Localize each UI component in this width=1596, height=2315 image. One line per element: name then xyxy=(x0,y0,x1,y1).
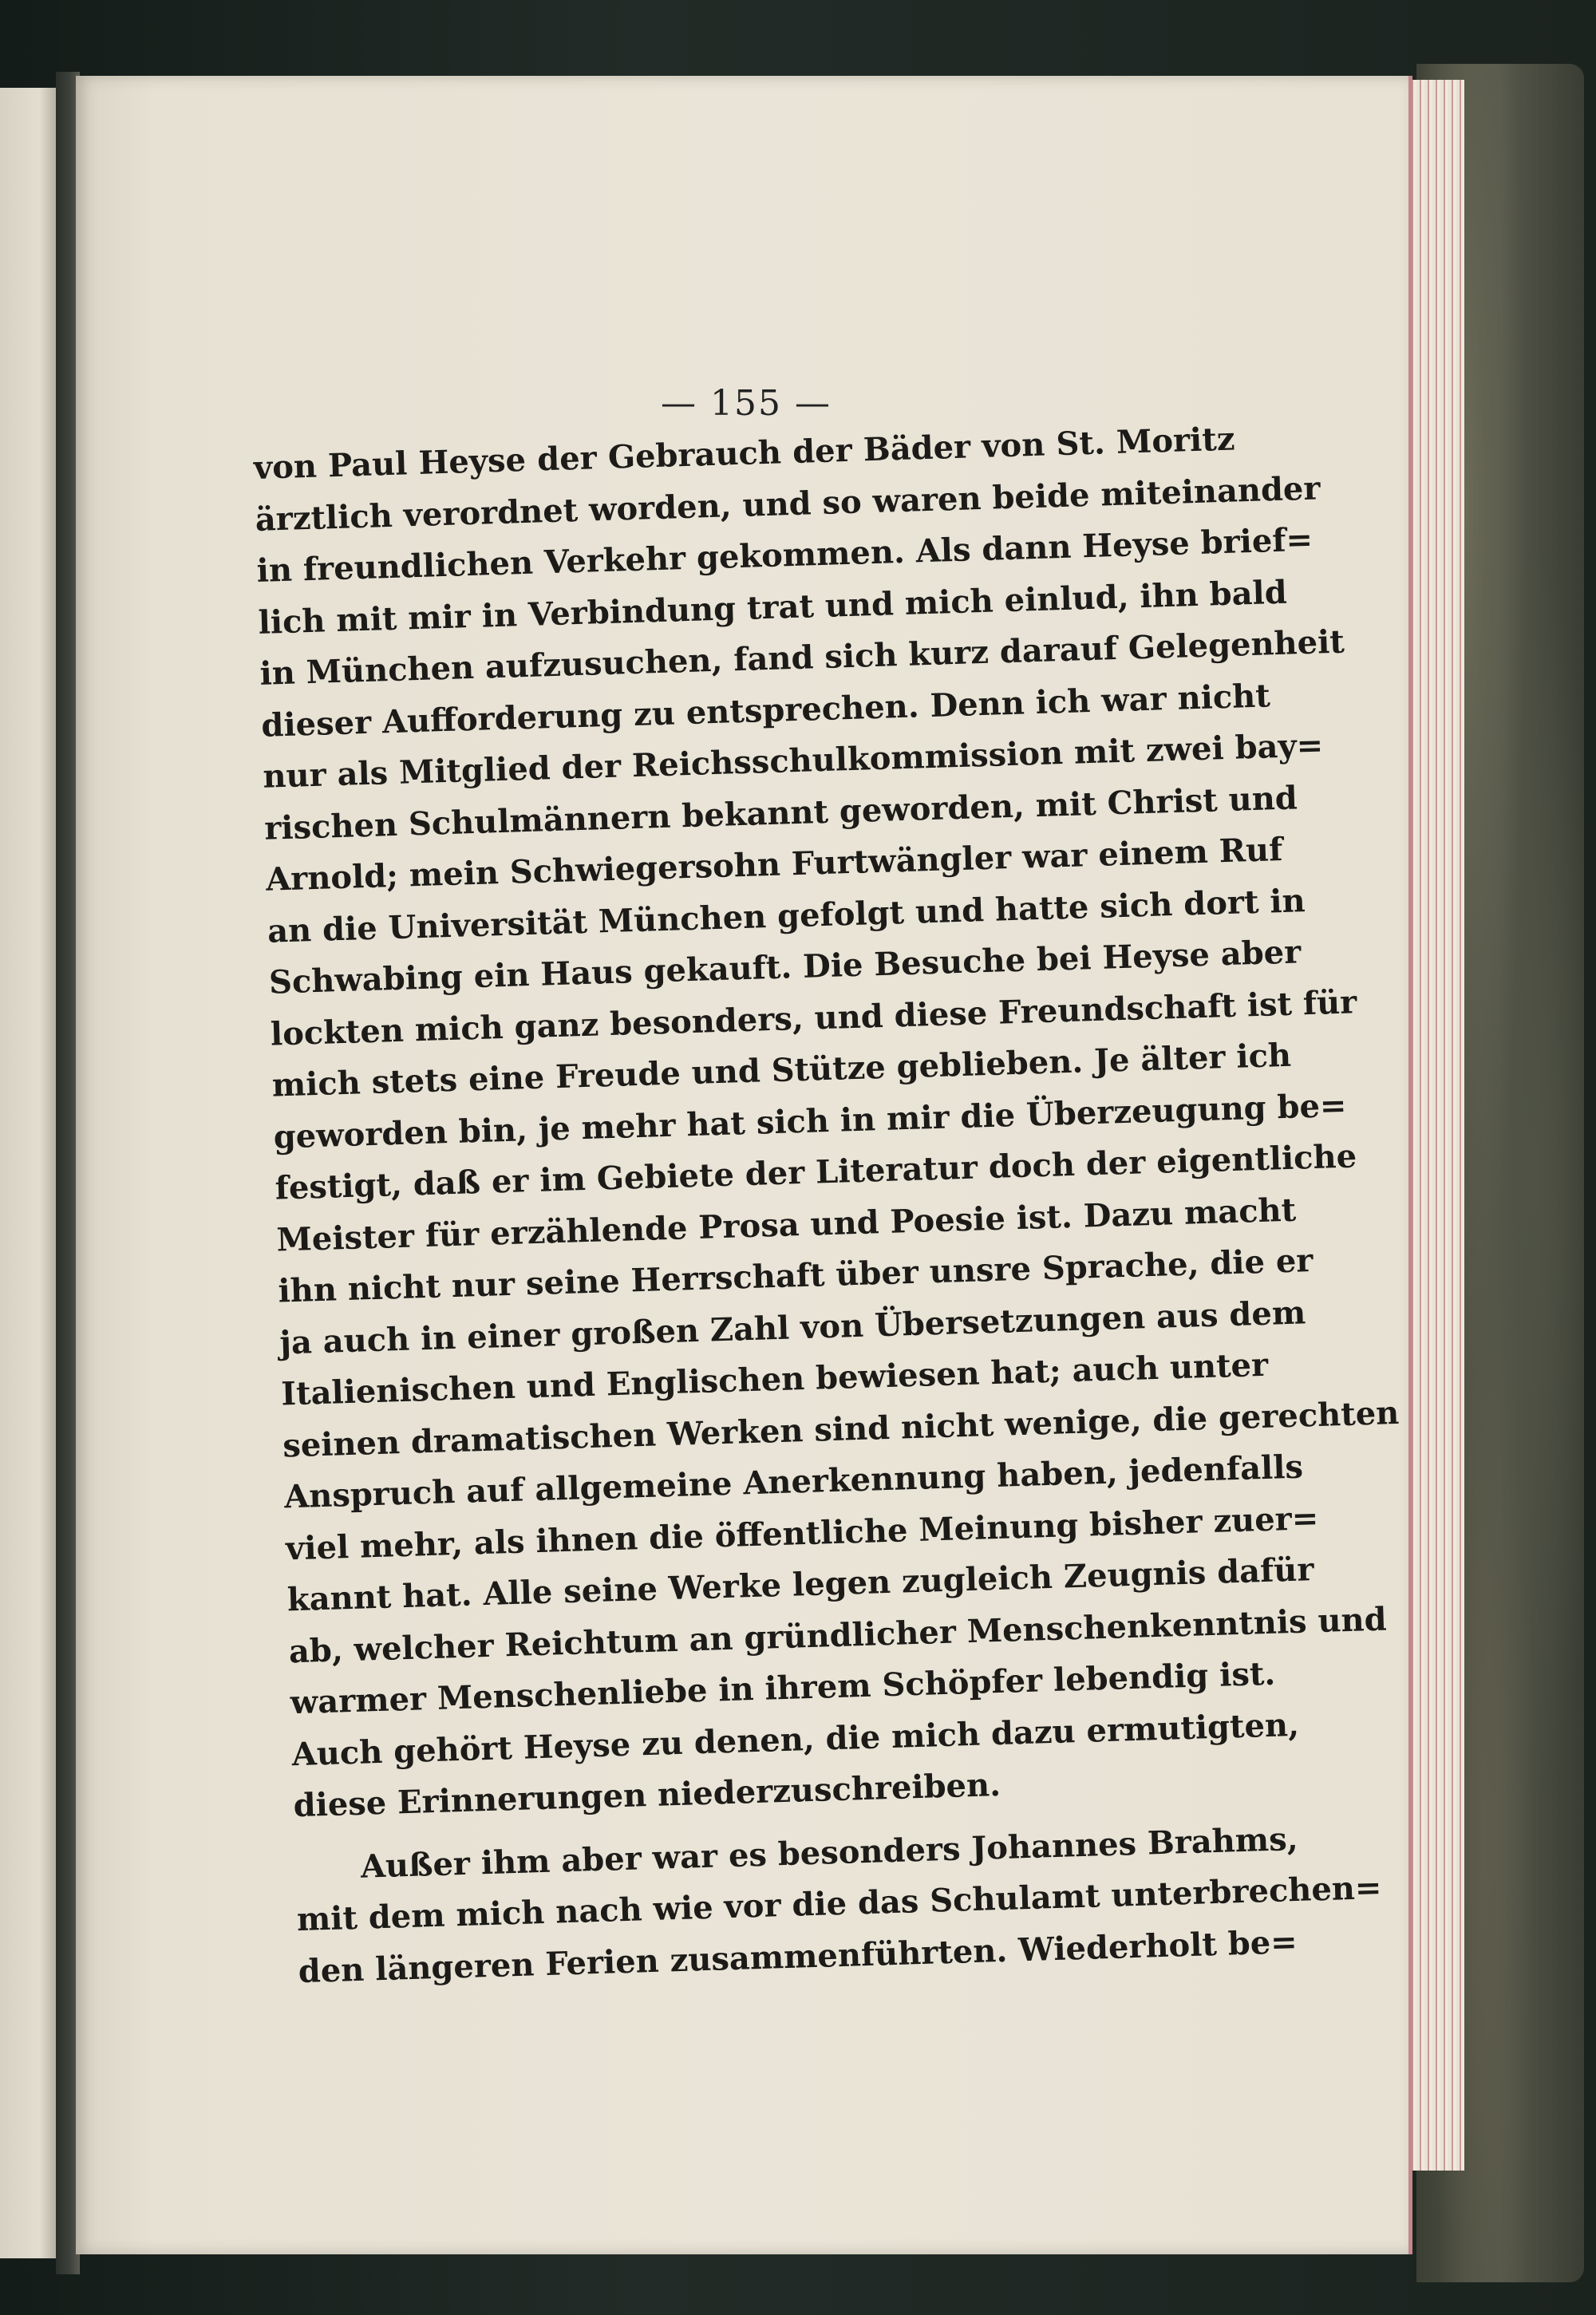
text-line: festigt, daß er im Gebiete der Literatur doch der eigentliche xyxy=(275,1137,1357,1207)
text-line: Anspruch auf allgemeine Anerkennung haben, jedenfalls xyxy=(283,1448,1304,1516)
text-line: in München aufzusuchen, fand sich kurz darauf Gelegenheit xyxy=(259,622,1345,693)
text-line: dieser Aufforderung zu entsprechen. Denn ich war nicht xyxy=(260,676,1271,745)
text-line: Meister für erzählende Prosa und Poesie ist. Dazu macht xyxy=(275,1191,1297,1259)
text-line: lockten mich ganz besonders, und diese Freundschaft ist für xyxy=(270,982,1357,1053)
text-line: ja auch in einer großen Zahl von Übersetzungen aus dem xyxy=(279,1293,1306,1361)
text-line: kannt hat. Alle seine Werke legen zugleich Zeugnis dafür xyxy=(286,1551,1315,1619)
text-line: ab, welcher Reichtum an gründlicher Menschenkenntnis und xyxy=(288,1600,1388,1670)
text-line: Schwabing ein Haus gekauft. Die Besuche bei Heyse aber xyxy=(268,933,1302,1001)
text-line: geworden bin, je mehr hat sich in mir die Überzeugung be= xyxy=(273,1086,1348,1156)
text-line: mich stets eine Freude und Stütze geblieben. Je älter ich xyxy=(271,1036,1292,1104)
text-line: diese Erinnerungen niederzuschreiben. xyxy=(292,1765,1001,1825)
text-line: Auch gehört Heyse zu denen, die mich dazu ermutigten, xyxy=(291,1705,1300,1773)
text-line: den längeren Ferien zusammenführten. Wiederholt be= xyxy=(298,1922,1298,1990)
text-line: rischen Schulmännern bekannt geworden, mit Christ und xyxy=(263,778,1298,847)
text-line: ihn nicht nur seine Herrschaft über unsre Sprache, die er xyxy=(277,1242,1314,1310)
body-text xyxy=(253,414,1400,1998)
text-line: Arnold; mein Schwiegersohn Furtwängler war einem Ruf xyxy=(265,830,1283,899)
text-line: Außer ihm aber war es besonders Johannes Brahms, xyxy=(360,1819,1299,1886)
text-line: nur als Mitglied der Reichsschulkommission mit zwei bay= xyxy=(262,726,1324,796)
text-line: in freundlichen Verkehr gekommen. Als dann Heyse brief= xyxy=(256,520,1314,590)
text-line: viel mehr, als ihnen die öffentliche Meinung bisher zuer= xyxy=(285,1499,1319,1567)
text-line: Italienischen und Englischen bewiesen hat; auch unter xyxy=(280,1345,1269,1413)
text-line: lich mit mir in Verbindung trat und mich einlud, ihn bald xyxy=(257,573,1288,642)
previous-page-edge xyxy=(0,88,58,2258)
text-line: mit dem mich nach wie vor die das Schulamt unterbrechen= xyxy=(296,1868,1383,1939)
page-number: — 155 — xyxy=(661,383,832,424)
book-page xyxy=(76,76,1412,2254)
text-line: warmer Menschenliebe in ihrem Schöpfer lebendig ist. xyxy=(290,1654,1276,1722)
text-line: ärztlich verordnet worden, und so waren beide miteinander xyxy=(255,468,1321,539)
text-line: seinen dramatischen Werken sind nicht wenige, die gerechten xyxy=(282,1393,1400,1464)
text-line: an die Universität München gefolgt und hatte sich dort in xyxy=(267,881,1306,950)
text-line: von Paul Heyse der Gebrauch der Bäder von St. Moritz xyxy=(253,420,1236,487)
